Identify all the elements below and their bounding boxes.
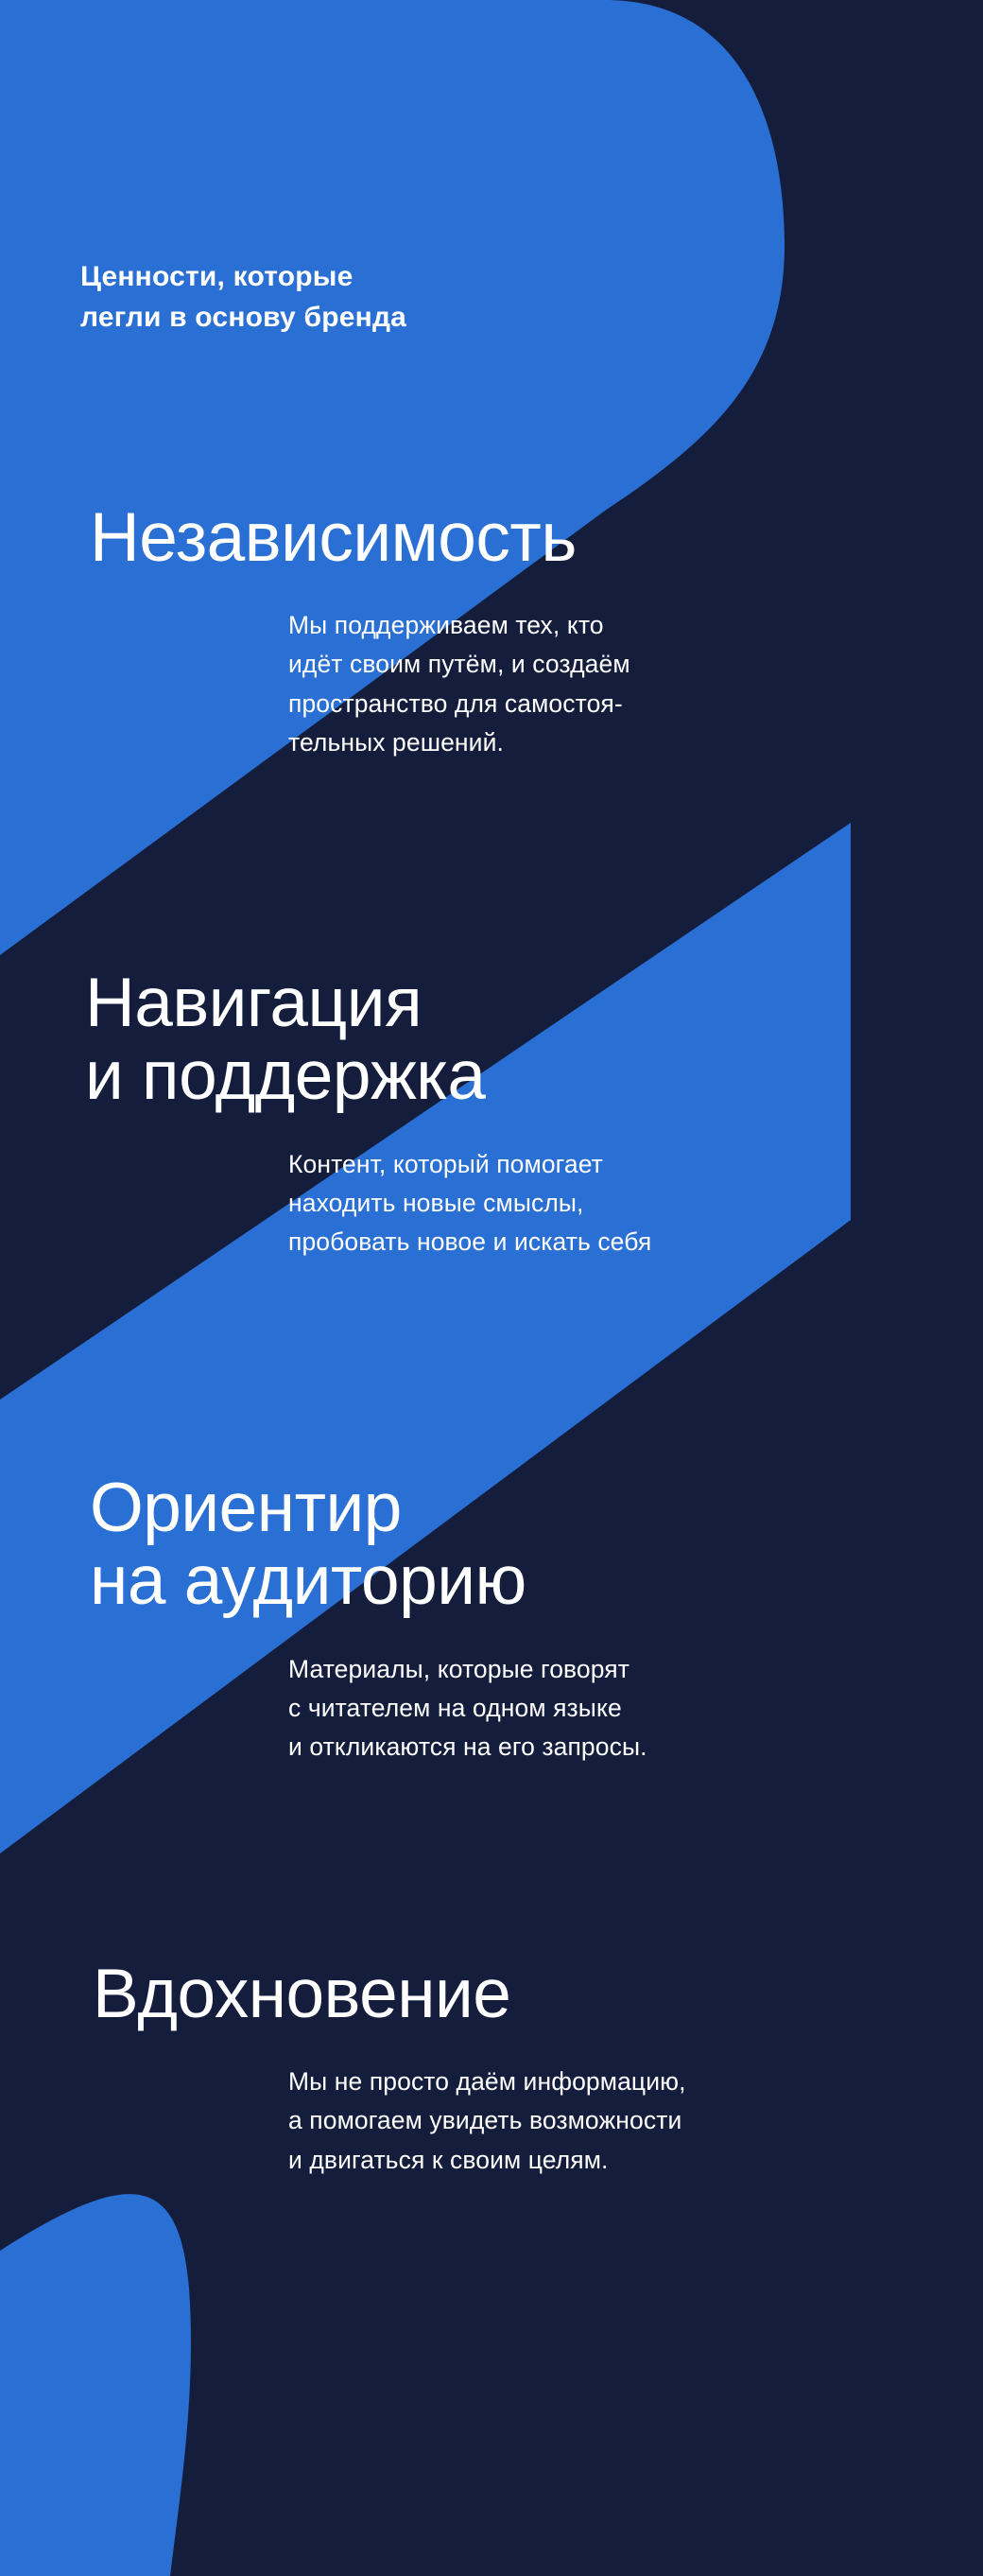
value-title	[90, 501, 983, 574]
value-title	[90, 1471, 983, 1618]
value-description	[288, 2063, 912, 2179]
value-desc-line: Контент, который помогает	[288, 1149, 603, 1178]
poster-kicker	[80, 257, 647, 338]
value-title	[93, 1958, 983, 2030]
kicker-line-2: легли в основу бренда	[80, 301, 407, 333]
value-desc-line: идёт своим путём, и создаём	[288, 650, 630, 679]
value-title-line: Независимость	[90, 499, 577, 576]
value-desc-line: а помогаем увидеть возможности	[288, 2106, 682, 2135]
value-description	[288, 1650, 893, 1767]
value-desc-line: пространство для самостоя-	[288, 688, 623, 718]
value-title-line: Ориентир	[90, 1470, 402, 1546]
value-desc-line: пробовать новое и искать себя	[288, 1227, 652, 1256]
value-desc-line: находить новые смыслы,	[288, 1188, 584, 1217]
value-desc-line: и двигаться к своим целям.	[288, 2145, 609, 2174]
value-block-audience-focus	[0, 1471, 983, 1767]
kicker-line-1: Ценности, которые	[80, 261, 354, 292]
value-desc-line: Мы не просто даём информацию,	[288, 2067, 686, 2097]
value-desc-line: Мы поддерживаем тех, кто	[288, 611, 604, 640]
value-title-line: и поддержка	[85, 1037, 486, 1115]
value-desc-line: и откликаются на его запросы.	[288, 1732, 647, 1761]
value-title-line: на аудиторию	[90, 1542, 526, 1620]
value-block-inspiration	[0, 1958, 983, 2180]
value-title-line: Навигация	[85, 965, 423, 1041]
value-title	[85, 966, 983, 1113]
value-title-line: Вдохновение	[93, 1956, 511, 2032]
value-block-navigation-support	[0, 966, 983, 1262]
value-block-independence	[0, 501, 983, 762]
value-desc-line: с читателем на одном языке	[288, 1693, 622, 1722]
value-description	[288, 1145, 893, 1262]
value-description	[288, 606, 874, 761]
value-desc-line: Материалы, которые говорят	[288, 1654, 629, 1683]
value-desc-line: тельных решений.	[288, 727, 504, 757]
